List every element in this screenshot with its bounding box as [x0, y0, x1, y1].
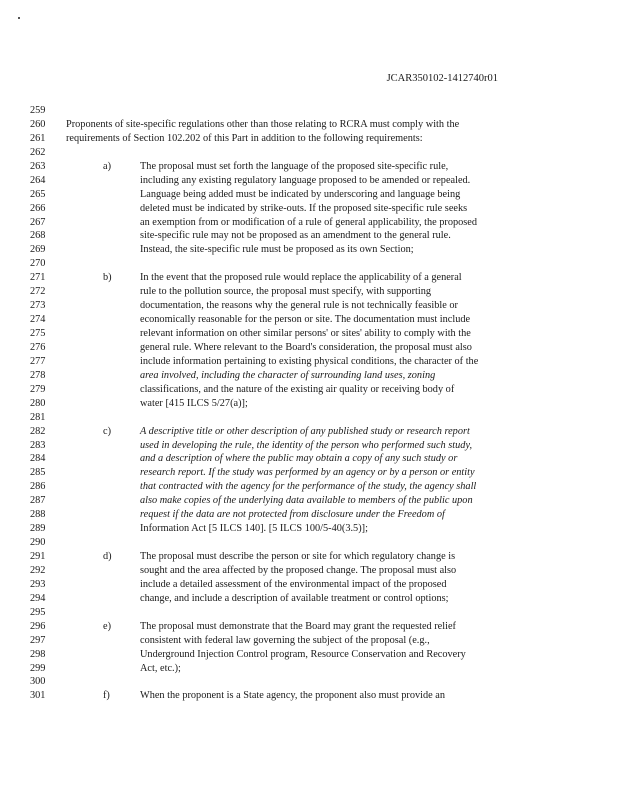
- line-number: 292: [30, 564, 46, 576]
- line-number: 283: [30, 439, 46, 451]
- document-line: [0, 662, 619, 676]
- document-line: [0, 313, 619, 327]
- line-text: request if the data are not protected from disclosure under the Freedom of: [140, 509, 445, 521]
- line-text: consistent with federal law governing the subject of the proposal (e.g.,: [140, 634, 430, 646]
- subsection-marker: c): [103, 425, 111, 437]
- line-text: change, and include a description of available treatment or control options;: [140, 592, 449, 604]
- document-line: [0, 243, 619, 257]
- line-number: 267: [30, 216, 46, 228]
- line-text: an exemption from or modification of a rule of general applicability, the proposed: [140, 216, 478, 228]
- line-text: general rule. Where relevant to the Board's consideration, the proposal must also: [140, 341, 472, 353]
- document-line: [0, 188, 619, 202]
- document-id-header: JCAR350102-1412740r01: [386, 73, 498, 84]
- document-line: [0, 578, 619, 592]
- line-number: 279: [30, 383, 46, 395]
- line-text: also make copies of the underlying data available to members of the public upon: [140, 495, 473, 507]
- line-number: 291: [30, 551, 46, 562]
- line-number: 261: [30, 132, 46, 144]
- line-text: include information pertaining to existing physical conditions, the character of the: [140, 355, 479, 367]
- document-line: [0, 466, 619, 480]
- document-line: [0, 299, 619, 313]
- line-text: site-specific rule may not be proposed as an amendment to the general rule.: [140, 230, 451, 242]
- line-number: 272: [30, 286, 46, 298]
- line-text: Information Act [5 ILCS 140]. [5 ILCS 100/5-40(3.5)];: [140, 523, 368, 535]
- line-number: 259: [30, 105, 46, 116]
- line-text: requirements of Section 102.202 of this Part in addition to the following requirements:: [66, 132, 423, 144]
- line-number: 265: [30, 188, 46, 200]
- line-text: Language being added must be indicated by underscoring and language being: [140, 188, 461, 200]
- line-number: 285: [30, 467, 46, 479]
- line-text: rule to the pollution source, the proposal must specify, with supporting: [140, 286, 432, 298]
- document-line: [0, 550, 619, 564]
- document-line: [0, 383, 619, 397]
- line-text: water [415 ILCS 5/27(a)];: [140, 397, 248, 409]
- line-text: Proponents of site-specific regulations other than those relating to RCRA must comply with the: [66, 118, 460, 130]
- line-number: 262: [30, 146, 46, 158]
- line-number: 296: [30, 620, 46, 632]
- document-line: [0, 675, 619, 689]
- scan-speck: [18, 17, 20, 19]
- line-text: A descriptive title or other description of any published study or research report: [140, 425, 470, 437]
- line-number: 301: [30, 690, 46, 702]
- line-number: 290: [30, 537, 46, 549]
- line-text: The proposal must set forth the language of the proposed site-specific rule,: [140, 160, 449, 172]
- subsection-marker: f): [103, 690, 110, 702]
- document-line: [0, 271, 619, 285]
- subsection-marker: d): [103, 551, 112, 562]
- document-line: [0, 564, 619, 578]
- line-number: 270: [30, 258, 46, 270]
- document-line: [0, 229, 619, 243]
- document-line: [0, 425, 619, 439]
- line-number: 275: [30, 328, 46, 339]
- line-number: 298: [30, 648, 46, 660]
- document-line: [0, 522, 619, 536]
- document-line: [0, 146, 619, 160]
- line-text: relevant information on other similar persons' or sites' ability to comply with the: [140, 328, 471, 339]
- line-number: 299: [30, 662, 46, 674]
- line-text: and a description of where the public may obtain a copy of any such study or: [140, 453, 458, 465]
- subsection-marker: b): [103, 272, 112, 284]
- line-text: used in developing the rule, the identity of the person who performed such study,: [140, 439, 473, 451]
- document-line: [0, 689, 619, 703]
- line-number: 293: [30, 578, 46, 590]
- line-number: 280: [30, 397, 46, 409]
- line-number: 277: [30, 355, 46, 367]
- line-number: 274: [30, 314, 46, 326]
- line-number: 286: [30, 481, 46, 493]
- line-text: include a detailed assessment of the environmental impact of the proposed: [140, 578, 447, 590]
- line-number: 282: [30, 425, 46, 437]
- line-number: 289: [30, 523, 46, 535]
- document-line: [0, 104, 619, 118]
- line-text: When the proponent is a State agency, the proponent also must provide an: [140, 690, 446, 702]
- document-line: [0, 327, 619, 341]
- line-text: area involved, including the character of surrounding land uses, zoning: [140, 369, 436, 381]
- line-text: Instead, the site-specific rule must be proposed as its own Section;: [140, 244, 414, 256]
- document-line: [0, 536, 619, 550]
- line-text: economically reasonable for the person or site. The documentation must include: [140, 314, 471, 326]
- line-number: 281: [30, 411, 46, 423]
- document-line: [0, 508, 619, 522]
- line-text: including any existing regulatory language proposed to be amended or repealed.: [140, 174, 471, 186]
- line-number: 294: [30, 592, 46, 604]
- document-line: [0, 620, 619, 634]
- line-number: 297: [30, 634, 46, 646]
- line-text: Act, etc.);: [140, 662, 181, 674]
- document-line: [0, 216, 619, 230]
- line-text: The proposal must demonstrate that the Board may grant the requested relief: [140, 620, 456, 632]
- document-line: [0, 606, 619, 620]
- document-line: [0, 174, 619, 188]
- line-text: documentation, the reasons why the general rule is not technically feasible or: [140, 300, 458, 312]
- line-number: 284: [30, 453, 46, 465]
- line-number: 276: [30, 341, 46, 353]
- line-number: 273: [30, 300, 46, 312]
- document-line: [0, 355, 619, 369]
- document-line: [0, 397, 619, 411]
- subsection-marker: e): [103, 620, 111, 632]
- document-line: [0, 411, 619, 425]
- line-number: 295: [30, 606, 46, 618]
- document-line: [0, 592, 619, 606]
- line-text: In the event that the proposed rule would replace the applicability of a general: [140, 272, 462, 284]
- line-number: 264: [30, 174, 46, 186]
- document-line: [0, 285, 619, 299]
- line-number: 269: [30, 244, 46, 256]
- numbered-text-body: [0, 104, 619, 703]
- line-number: 300: [30, 676, 46, 688]
- line-text: classifications, and the nature of the existing air quality or receiving body of: [140, 383, 455, 395]
- line-number: 287: [30, 495, 46, 507]
- line-number: 266: [30, 202, 46, 214]
- document-line: [0, 202, 619, 216]
- line-number: 271: [30, 272, 46, 284]
- line-number: 263: [30, 160, 46, 172]
- line-number: 260: [30, 118, 46, 130]
- document-line: [0, 452, 619, 466]
- line-text: Underground Injection Control program, Resource Conservation and Recovery: [140, 648, 466, 660]
- document-line: [0, 369, 619, 383]
- document-line: [0, 480, 619, 494]
- document-line: [0, 648, 619, 662]
- line-number: 288: [30, 509, 46, 521]
- line-number: 278: [30, 369, 46, 381]
- document-line: [0, 160, 619, 174]
- line-text: sought and the area affected by the proposed change. The proposal must also: [140, 564, 457, 576]
- document-line: [0, 494, 619, 508]
- document-line: [0, 257, 619, 271]
- line-text: research report. If the study was performed by an agency or by a person or entity: [140, 467, 475, 479]
- document-line: [0, 118, 619, 132]
- line-text: The proposal must describe the person or site for which regulatory change is: [140, 551, 456, 562]
- document-line: [0, 132, 619, 146]
- document-line: [0, 634, 619, 648]
- document-line: [0, 439, 619, 453]
- subsection-marker: a): [103, 160, 111, 172]
- line-text: deleted must be indicated by strike-outs. If the proposed site-specific rule seeks: [140, 202, 468, 214]
- line-number: 268: [30, 230, 46, 242]
- document-line: [0, 341, 619, 355]
- line-text: that contracted with the agency for the performance of the study, the agency shall: [140, 481, 477, 493]
